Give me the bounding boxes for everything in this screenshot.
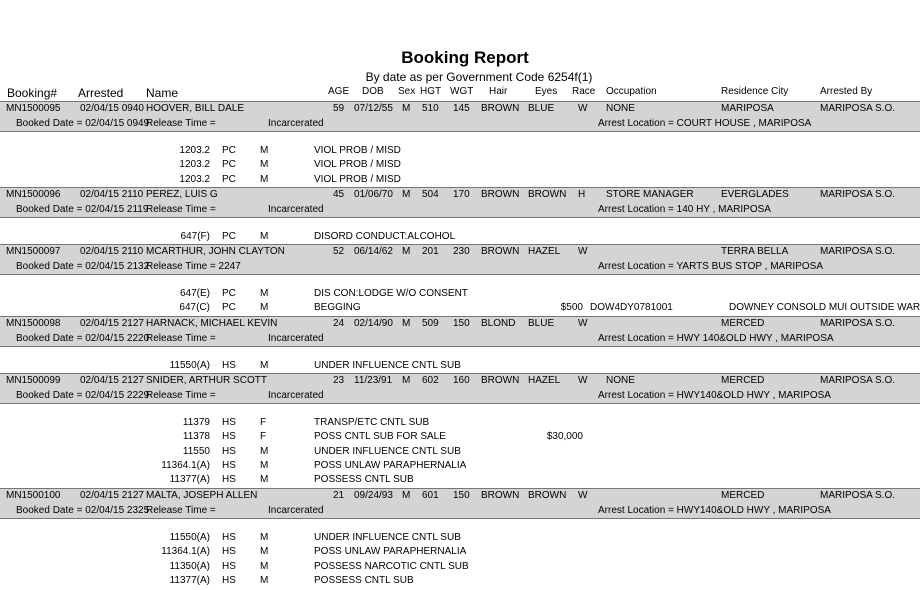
charge-type: PC <box>222 231 236 242</box>
residence-city: EVERGLADES <box>721 189 789 200</box>
charge-type: PC <box>222 288 236 299</box>
charge-type: HS <box>222 360 236 371</box>
charge-description: DIS CON:LODGE W/O CONSENT <box>314 288 468 299</box>
dob-value: 09/24/93 <box>354 490 393 501</box>
charge-level: M <box>260 575 269 586</box>
occupation-value: STORE MANAGER <box>606 189 694 200</box>
booking-number: MN1500095 <box>6 103 61 114</box>
arrested-by-value: MARIPOSA S.O. <box>820 103 896 114</box>
residence-city: MERCED <box>721 375 765 386</box>
custody-status: Incarcerated <box>268 118 324 129</box>
dob-value: 07/12/55 <box>354 103 393 114</box>
band-rule-bottom <box>0 403 920 404</box>
eyes-value: BLUE <box>528 318 555 329</box>
charge-code: 1203.2 <box>179 174 210 185</box>
charge-description: POSSESS CNTL SUB <box>314 474 414 485</box>
arrested-datetime: 02/04/15 2110 <box>80 246 144 257</box>
custody-status: Incarcerated <box>268 204 324 215</box>
age-value: 52 <box>333 246 345 257</box>
race-value: W <box>578 246 588 257</box>
booking-number: MN1500100 <box>6 490 61 501</box>
person-name: HARNACK, MICHAEL KEVIN <box>146 318 278 329</box>
report-title: Booking Report <box>401 48 529 67</box>
charge-type: PC <box>222 159 236 170</box>
arrested-datetime: 02/04/15 2127 <box>80 490 144 501</box>
charge-type: HS <box>222 561 236 572</box>
band-rule-bottom <box>0 346 920 347</box>
release-time: Release Time = <box>146 390 216 401</box>
charge-level: M <box>260 532 269 543</box>
charge-code: 11364.1(A) <box>161 460 210 471</box>
residence-city: TERRA BELLA <box>721 246 789 257</box>
arrest-location: Arrest Location = HWY140&OLD HWY , MARIPOSA <box>598 505 831 516</box>
dob-value: 02/14/90 <box>354 318 393 329</box>
charge-type: HS <box>222 446 236 457</box>
height-value: 510 <box>422 103 439 114</box>
sex-value: M <box>402 189 411 200</box>
booked-date: Booked Date = 02/04/15 2132 <box>16 261 150 272</box>
release-time: Release Time = <box>146 333 216 344</box>
charge-description: POSS UNLAW PARAPHERNALIA <box>314 546 467 557</box>
sex-value: M <box>402 103 411 114</box>
eyes-value: HAZEL <box>528 375 561 386</box>
charge-description: UNDER INFLUENCE CNTL SUB <box>314 446 461 457</box>
arrested-by-value: MARIPOSA S.O. <box>820 490 896 501</box>
warrant-court: DOWNEY CONSOLD MUI OUTSIDE WAR <box>729 302 920 313</box>
charge-code: 1203.2 <box>179 159 210 170</box>
hair-value: BROWN <box>481 375 520 386</box>
charge-level: M <box>260 145 269 156</box>
band-rule-bottom <box>0 217 920 218</box>
charge-level: M <box>260 474 269 485</box>
charge-code: 11550 <box>182 446 210 457</box>
column-header-booking: Booking# <box>7 86 58 100</box>
charge-level: F <box>260 431 267 442</box>
charge-type: HS <box>222 417 236 428</box>
residence-city: MARIPOSA <box>721 103 774 114</box>
residence-city: MERCED <box>721 318 765 329</box>
charge-type: HS <box>222 474 236 485</box>
arrested-datetime: 02/04/15 0940 <box>80 103 144 114</box>
arrested-by-value: MARIPOSA S.O. <box>820 375 896 386</box>
height-value: 601 <box>422 490 439 501</box>
charge-type: HS <box>222 575 236 586</box>
booking-number: MN1500097 <box>6 246 61 257</box>
column-header-arrested: Arrested <box>78 86 124 100</box>
release-time: Release Time = <box>146 118 216 129</box>
residence-city: MERCED <box>721 490 765 501</box>
arrested-datetime: 02/04/15 2110 <box>80 189 144 200</box>
release-time: Release Time = <box>146 505 216 516</box>
arrested-by-value: MARIPOSA S.O. <box>820 246 896 257</box>
charge-code: 11377(A) <box>169 575 210 586</box>
column-header-race: Race <box>572 86 596 97</box>
booked-date: Booked Date = 02/04/15 2229 <box>16 390 150 401</box>
charge-description: VIOL PROB / MISD <box>314 145 401 156</box>
sex-value: M <box>402 375 411 386</box>
column-header-residence: Residence City <box>721 86 789 97</box>
column-header-eyes: Eyes <box>535 86 558 97</box>
dob-value: 06/14/62 <box>354 246 393 257</box>
charge-level: M <box>260 446 269 457</box>
charge-type: PC <box>222 145 236 156</box>
age-value: 45 <box>333 189 345 200</box>
charge-code: 647(C) <box>179 302 210 313</box>
age-value: 23 <box>333 375 345 386</box>
charge-level: M <box>260 546 269 557</box>
arrest-location: Arrest Location = YARTS BUS STOP , MARIPOSA <box>598 261 823 272</box>
charge-code: 11350(A) <box>169 561 210 572</box>
column-header-name: Name <box>146 86 179 100</box>
charge-bail: $500 <box>560 302 583 313</box>
charge-level: M <box>260 174 269 185</box>
release-time: Release Time = 2247 <box>146 261 241 272</box>
booking-number: MN1500099 <box>6 375 61 386</box>
weight-value: 230 <box>453 246 470 257</box>
band-rule-bottom <box>0 274 920 275</box>
charge-description: POSS CNTL SUB FOR SALE <box>314 431 446 442</box>
arrest-location: Arrest Location = HWY140&OLD HWY , MARIPOSA <box>598 390 831 401</box>
charge-type: HS <box>222 431 236 442</box>
charge-bail: $30,000 <box>546 431 583 442</box>
weight-value: 150 <box>453 490 470 501</box>
band-rule-bottom <box>0 131 920 132</box>
eyes-value: BROWN <box>528 189 567 200</box>
charge-code: 1203.2 <box>179 145 210 156</box>
column-header-hair: Hair <box>489 86 508 97</box>
charge-type: HS <box>222 460 236 471</box>
dob-value: 01/06/70 <box>354 189 393 200</box>
release-time: Release Time = <box>146 204 216 215</box>
race-value: W <box>578 375 588 386</box>
charge-description: VIOL PROB / MISD <box>314 159 401 170</box>
height-value: 602 <box>422 375 439 386</box>
height-value: 509 <box>422 318 439 329</box>
charge-code: 11550(A) <box>169 360 210 371</box>
occupation-value: NONE <box>606 375 635 386</box>
warrant-number: DOW4DY0781001 <box>590 302 673 313</box>
arrest-location: Arrest Location = HWY 140&OLD HWY , MARIPOSA <box>598 333 834 344</box>
height-value: 201 <box>422 246 439 257</box>
charge-code: 11378 <box>182 431 210 442</box>
charge-description: UNDER INFLUENCE CNTL SUB <box>314 360 461 371</box>
column-header-hgt: HGT <box>420 86 442 97</box>
band-rule-bottom <box>0 518 920 519</box>
column-header-sex: Sex <box>398 86 416 97</box>
charge-code: 647(E) <box>179 288 210 299</box>
charge-level: M <box>260 460 269 471</box>
race-value: W <box>578 318 588 329</box>
person-name: MCARTHUR, JOHN CLAYTON <box>146 246 285 257</box>
eyes-value: HAZEL <box>528 246 561 257</box>
weight-value: 170 <box>453 189 470 200</box>
weight-value: 160 <box>453 375 470 386</box>
person-name: SNIDER, ARTHUR SCOTT <box>146 375 267 386</box>
age-value: 21 <box>333 490 345 501</box>
sex-value: M <box>402 246 411 257</box>
eyes-value: BROWN <box>528 490 567 501</box>
charge-type: HS <box>222 546 236 557</box>
charge-code: 11379 <box>182 417 210 428</box>
charge-description: TRANSP/ETC CNTL SUB <box>314 417 430 428</box>
hair-value: BROWN <box>481 246 520 257</box>
booking-number: MN1500098 <box>6 318 61 329</box>
charge-level: M <box>260 159 269 170</box>
charge-level: M <box>260 302 269 313</box>
race-value: W <box>578 103 588 114</box>
arrested-datetime: 02/04/15 2127 <box>80 318 144 329</box>
charge-code: 11550(A) <box>169 532 210 543</box>
charge-description: VIOL PROB / MISD <box>314 174 401 185</box>
charge-type: PC <box>222 174 236 185</box>
booked-date: Booked Date = 02/04/15 2325 <box>16 505 150 516</box>
booked-date: Booked Date = 02/04/15 2220 <box>16 333 150 344</box>
weight-value: 145 <box>453 103 470 114</box>
charge-level: M <box>260 231 269 242</box>
hair-value: BROWN <box>481 490 520 501</box>
custody-status: Incarcerated <box>268 505 324 516</box>
dob-value: 11/23/91 <box>354 375 393 386</box>
custody-status: Incarcerated <box>268 390 324 401</box>
arrested-by-value: MARIPOSA S.O. <box>820 189 896 200</box>
charge-description: POSSESS CNTL SUB <box>314 575 414 586</box>
occupation-value: NONE <box>606 103 635 114</box>
person-name: PEREZ, LUIS G <box>146 189 218 200</box>
column-header-age: AGE <box>328 86 350 97</box>
charge-level: M <box>260 561 269 572</box>
arrest-location: Arrest Location = COURT HOUSE , MARIPOSA <box>598 118 812 129</box>
report-subtitle: By date as per Government Code 6254f(1) <box>365 70 593 84</box>
charge-level: M <box>260 288 269 299</box>
person-name: MALTA, JOSEPH ALLEN <box>146 490 258 501</box>
sex-value: M <box>402 490 411 501</box>
custody-status: Incarcerated <box>268 333 324 344</box>
hair-value: BROWN <box>481 189 520 200</box>
column-header-dob: DOB <box>362 86 384 97</box>
column-header-wgt: WGT <box>450 86 474 97</box>
arrested-datetime: 02/04/15 2127 <box>80 375 144 386</box>
charge-code: 647(F) <box>180 231 210 242</box>
charge-level: F <box>260 417 267 428</box>
eyes-value: BLUE <box>528 103 555 114</box>
charge-description: DISORD CONDUCT:ALCOHOL <box>314 231 456 242</box>
charge-code: 11377(A) <box>169 474 210 485</box>
race-value: W <box>578 490 588 501</box>
charge-description: BEGGING <box>314 302 361 313</box>
age-value: 59 <box>333 103 345 114</box>
sex-value: M <box>402 318 411 329</box>
weight-value: 150 <box>453 318 470 329</box>
booked-date: Booked Date = 02/04/15 2119 <box>16 204 149 215</box>
race-value: H <box>578 189 586 200</box>
charge-level: M <box>260 360 269 371</box>
charge-type: PC <box>222 302 236 313</box>
charge-code: 11364.1(A) <box>161 546 210 557</box>
arrest-location: Arrest Location = 140 HY , MARIPOSA <box>598 204 771 215</box>
hair-value: BROWN <box>481 103 520 114</box>
booking-number: MN1500096 <box>6 189 61 200</box>
column-header-arrested-by: Arrested By <box>820 86 873 97</box>
charge-type: HS <box>222 532 236 543</box>
hair-value: BLOND <box>481 318 516 329</box>
booked-date: Booked Date = 02/04/15 0949 <box>16 118 150 129</box>
charge-description: UNDER INFLUENCE CNTL SUB <box>314 532 461 543</box>
arrested-by-value: MARIPOSA S.O. <box>820 318 896 329</box>
height-value: 504 <box>422 189 439 200</box>
charge-description: POSSESS NARCOTIC CNTL SUB <box>314 561 469 572</box>
column-header-occupation: Occupation <box>606 86 657 97</box>
charge-description: POSS UNLAW PARAPHERNALIA <box>314 460 467 471</box>
age-value: 24 <box>333 318 345 329</box>
person-name: HOOVER, BILL DALE <box>146 103 244 114</box>
